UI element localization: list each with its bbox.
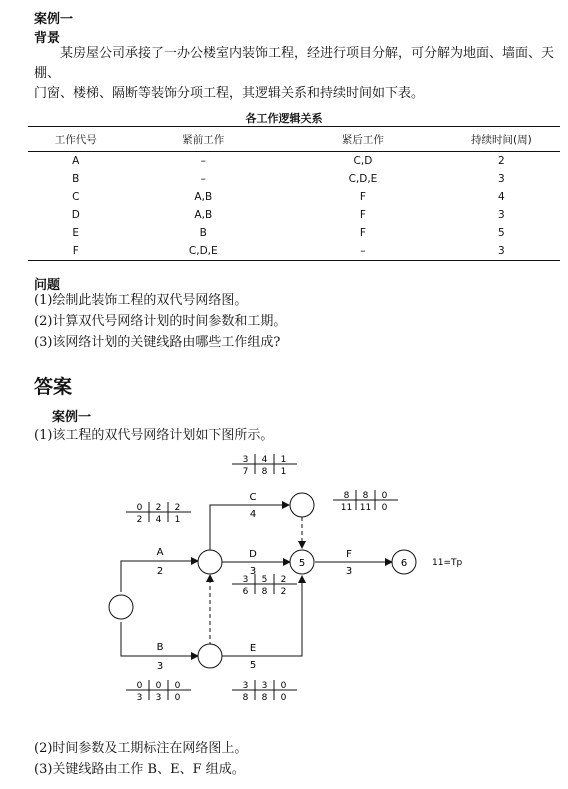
logic-table-wrap bbox=[28, 126, 560, 261]
param-value: 1 bbox=[174, 515, 181, 525]
param-value: 2 bbox=[174, 503, 181, 513]
table-header-row bbox=[28, 127, 560, 152]
params-f bbox=[333, 490, 398, 513]
table-header-cell: 持续时间(周) bbox=[443, 127, 560, 152]
activity-name: D bbox=[249, 549, 257, 560]
param-value: 5 bbox=[261, 575, 268, 585]
param-value: 8 bbox=[261, 467, 268, 477]
param-value: 0 bbox=[381, 491, 388, 501]
params-b bbox=[126, 680, 191, 703]
answer-item: (2)时间参数及工期标注在网络图上。 bbox=[34, 741, 248, 756]
param-value: 0 bbox=[136, 681, 143, 691]
network-node bbox=[198, 550, 222, 574]
activity-name: A bbox=[156, 547, 164, 558]
question-list bbox=[34, 290, 286, 353]
table-header-cell: 紧前工作 bbox=[123, 127, 283, 152]
param-value: 0 bbox=[136, 503, 143, 513]
node-label: 6 bbox=[400, 558, 408, 569]
param-value: 0 bbox=[381, 503, 388, 513]
activity-duration: 3 bbox=[345, 566, 353, 577]
param-value: 4 bbox=[155, 515, 162, 525]
param-value: 0 bbox=[280, 693, 287, 703]
answer-case-title: 案例一 bbox=[52, 410, 92, 425]
table-cell: C bbox=[72, 191, 80, 203]
logic-table bbox=[28, 126, 560, 261]
table-cell: 3 bbox=[498, 173, 505, 185]
param-value: 8 bbox=[362, 491, 369, 501]
network-node bbox=[198, 644, 222, 668]
param-value: 3 bbox=[155, 693, 162, 703]
activity-duration: 2 bbox=[156, 566, 164, 577]
table-cell: – bbox=[283, 242, 443, 261]
table-cell: 5 bbox=[498, 227, 505, 239]
table-row bbox=[28, 224, 560, 242]
background-line: 门窗、楼梯、隔断等装饰分项工程，其逻辑关系和持续时间如下表。 bbox=[34, 86, 425, 101]
table-cell: F bbox=[359, 191, 366, 203]
param-value: 3 bbox=[242, 455, 249, 465]
param-value: 0 bbox=[174, 681, 181, 691]
param-value: 8 bbox=[261, 587, 268, 597]
table-cell: E bbox=[72, 227, 80, 239]
param-value: 3 bbox=[242, 681, 249, 691]
activity-name: B bbox=[156, 642, 164, 653]
table-header-cell: 紧后工作 bbox=[283, 127, 443, 152]
param-value: 1 bbox=[280, 467, 287, 477]
param-value: 2 bbox=[155, 503, 162, 513]
background-paragraph bbox=[34, 44, 559, 104]
table-cell: B bbox=[72, 173, 80, 185]
param-value: 3 bbox=[136, 693, 143, 703]
param-value: 2 bbox=[280, 587, 287, 597]
question-item: (1)绘制此装饰工程的双代号网络图。 bbox=[34, 293, 248, 308]
param-value: 6 bbox=[242, 587, 249, 597]
table-caption: 各工作逻辑关系 bbox=[245, 112, 323, 125]
table-row bbox=[28, 188, 560, 206]
param-value: 3 bbox=[242, 575, 249, 585]
table-cell: F bbox=[359, 209, 366, 221]
param-value: 2 bbox=[280, 575, 287, 585]
activity-duration: 5 bbox=[249, 660, 257, 671]
activity-duration: 3 bbox=[156, 661, 164, 672]
answers-title: 答案 bbox=[34, 376, 73, 398]
table-row bbox=[28, 152, 560, 171]
case-title: 案例一 bbox=[34, 12, 74, 27]
param-value: 0 bbox=[280, 681, 287, 691]
table-cell: C,D bbox=[353, 155, 373, 167]
table-cell: C,D,E bbox=[123, 242, 283, 261]
param-value: 8 bbox=[343, 491, 350, 501]
param-value: 7 bbox=[242, 467, 249, 477]
table-row bbox=[28, 206, 560, 224]
tp-label: 11=Tp bbox=[432, 558, 463, 568]
table-cell: D bbox=[71, 209, 80, 221]
params-a bbox=[126, 502, 191, 525]
table-cell: – bbox=[200, 155, 206, 167]
answer-item: (3)关键线路由工作 B、E、F 组成。 bbox=[34, 762, 245, 777]
activity-name: E bbox=[249, 643, 257, 654]
table-cell: 2 bbox=[498, 155, 505, 167]
table-cell: A,B bbox=[194, 209, 213, 221]
param-value: 2 bbox=[136, 515, 143, 525]
activity-name: F bbox=[346, 549, 352, 560]
param-value: 1 bbox=[280, 455, 287, 465]
table-row bbox=[28, 170, 560, 188]
background-heading: 背景 bbox=[34, 31, 61, 46]
network-node bbox=[109, 595, 133, 619]
param-value: 0 bbox=[155, 681, 162, 691]
param-value: 11 bbox=[359, 503, 372, 513]
background-line: 某房屋公司承接了一办公楼室内装饰工程，经进行项目分解，可分解为地面、墙面、天棚、 bbox=[34, 46, 555, 81]
table-cell: B bbox=[199, 227, 207, 239]
param-value: 8 bbox=[242, 693, 249, 703]
table-cell: A bbox=[72, 155, 80, 167]
table-header-cell: 工作代号 bbox=[28, 127, 123, 152]
table-cell: C,D,E bbox=[348, 173, 378, 185]
param-value: 0 bbox=[174, 693, 181, 703]
network-node bbox=[290, 493, 314, 517]
table-cell: – bbox=[200, 173, 206, 185]
question-item: (3)该网络计划的关键线路由哪些工作组成? bbox=[34, 335, 281, 350]
network-diagram bbox=[0, 450, 568, 710]
activity-name: C bbox=[249, 492, 257, 503]
table-cell: 3 bbox=[443, 242, 560, 261]
table-cell: 4 bbox=[498, 191, 505, 203]
table-row bbox=[28, 242, 560, 261]
answer-list bbox=[34, 738, 247, 780]
param-value: 3 bbox=[261, 681, 268, 691]
params-e bbox=[232, 680, 297, 703]
node-label: 5 bbox=[298, 558, 306, 569]
question-item: (2)计算双代号网络计划的时间参数和工期。 bbox=[34, 314, 287, 329]
table-cell: A,B bbox=[194, 191, 213, 203]
question-heading: 问题 bbox=[34, 278, 61, 293]
table-cell: 3 bbox=[498, 209, 505, 221]
params-c bbox=[232, 454, 297, 477]
table-cell: F bbox=[28, 242, 123, 261]
activity-duration: 4 bbox=[249, 509, 257, 520]
answer-intro: (1)该工程的双代号网络计划如下图所示。 bbox=[34, 428, 274, 443]
param-value: 8 bbox=[261, 693, 268, 703]
activity-duration: 3 bbox=[249, 566, 257, 577]
param-value: 4 bbox=[261, 455, 268, 465]
params-d bbox=[232, 574, 297, 597]
param-value: 11 bbox=[340, 503, 353, 513]
table-cell: F bbox=[359, 227, 366, 239]
